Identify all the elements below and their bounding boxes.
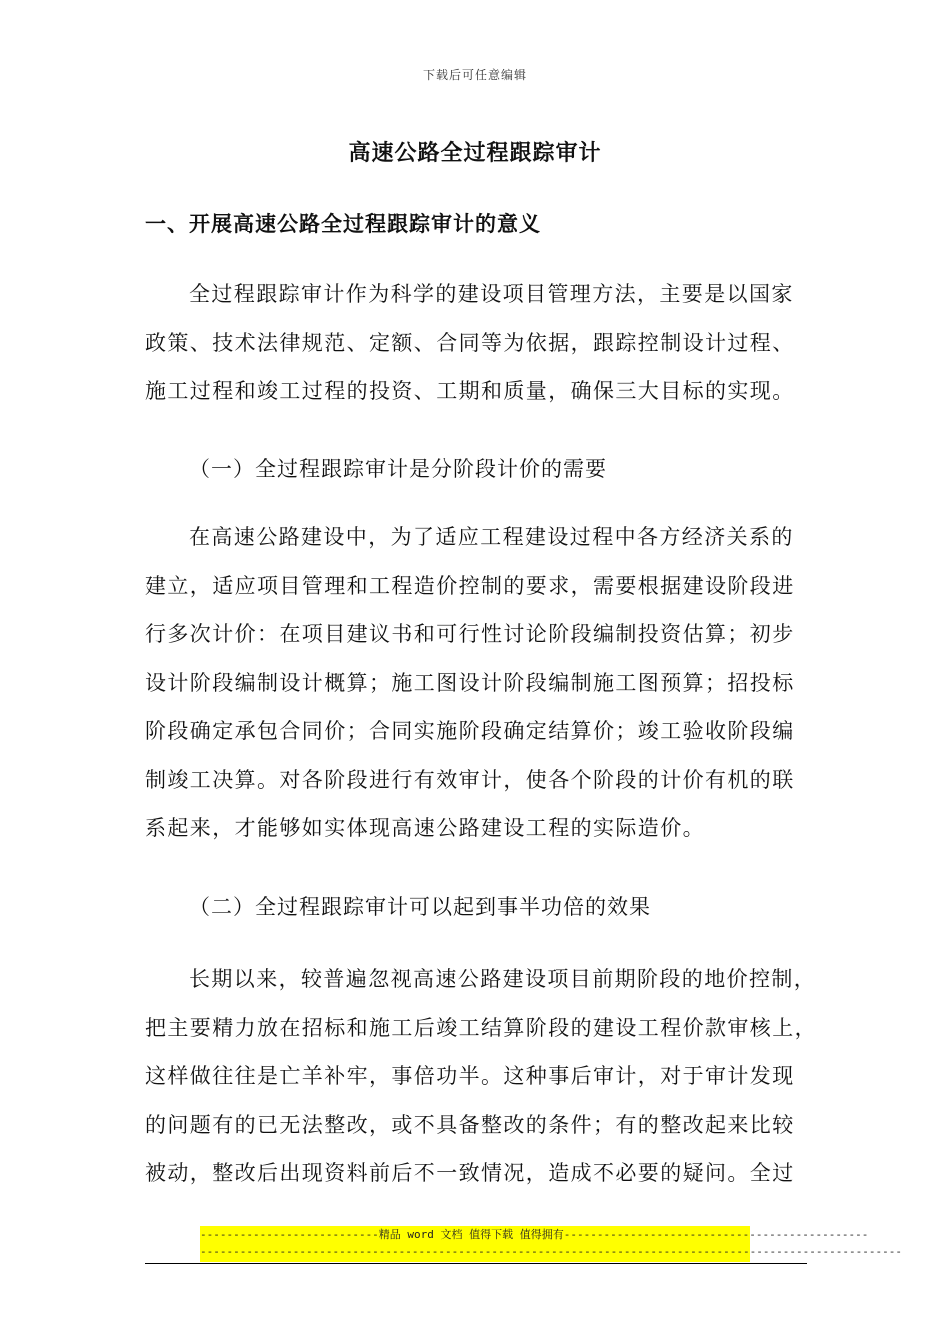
paragraph-line: 在高速公路建设中，为了适应工程建设过程中各方经济关系的 [189, 525, 794, 549]
paragraph-line: 的问题有的已无法整改，或不具备整改的条件；有的整改起来比较 [145, 1112, 795, 1137]
paragraph-line: 这样做往往是亡羊补牢，事倍功半。这种事后审计，对于审计发现 [145, 1064, 795, 1088]
paragraph-3 [145, 955, 817, 1198]
document-title: 高速公路全过程跟踪审计 [348, 141, 602, 166]
paragraph-line: 把主要精力放在招标和施工后竣工结算阶段的建设工程价款审核上， [145, 1015, 817, 1040]
paragraph-2 [145, 513, 810, 853]
paragraph-line: 建立，适应项目管理和工程造价控制的要求，需要根据建设阶段进 [145, 573, 795, 598]
subheading-2: （二）全过程跟踪审计可以起到事半功倍的效果 [189, 895, 651, 919]
paragraph-line: 行多次计价：在项目建议书和可行性讨论阶段编制投资估算；初步 [145, 622, 795, 646]
footer-divider [145, 1263, 807, 1264]
paragraph-1 [145, 270, 810, 416]
paragraph-line: 施工过程和竣工过程的投资、工期和质量，确保三大目标的实现。 [145, 379, 795, 403]
paragraph-line: 阶段确定承包合同价；合同实施阶段确定结算价；竣工验收阶段编 [145, 719, 795, 743]
footer-banner-line: ---------------------------------------------------------------------------------------------------------- [200, 1245, 902, 1258]
section-heading-1: 一、开展高速公路全过程跟踪审计的意义 [145, 212, 541, 236]
paragraph-line: 长期以来，较普遍忽视高速公路建设项目前期阶段的地价控制， [189, 967, 817, 991]
paragraph-line: 全过程跟踪审计作为科学的建设项目管理方法，主要是以国家 [189, 282, 794, 306]
page-header-note: 下载后可任意编辑 [422, 68, 527, 82]
subheading-1: （一）全过程跟踪审计是分阶段计价的需要 [189, 457, 607, 481]
paragraph-line: 制竣工决算。对各阶段进行有效审计，使各个阶段的计价有机的联 [145, 767, 795, 792]
paragraph-line: 被动，整改后出现资料前后不一致情况，造成不必要的疑问。全过 [145, 1161, 795, 1185]
paragraph-line: 政策、技术法律规范、定额、合同等为依据，跟踪控制设计过程、 [145, 330, 795, 355]
footer-banner-line: ---------------------------精品 word 文档 值得下载 值得拥有---------------------------------------------- [200, 1228, 869, 1241]
footer-highlight-banner [200, 1226, 902, 1262]
paragraph-line: 系起来，才能够如实体现高速公路建设工程的实际造价。 [145, 816, 705, 840]
paragraph-line: 设计阶段编制设计概算；施工图设计阶段编制施工图预算；招投标 [145, 670, 795, 695]
